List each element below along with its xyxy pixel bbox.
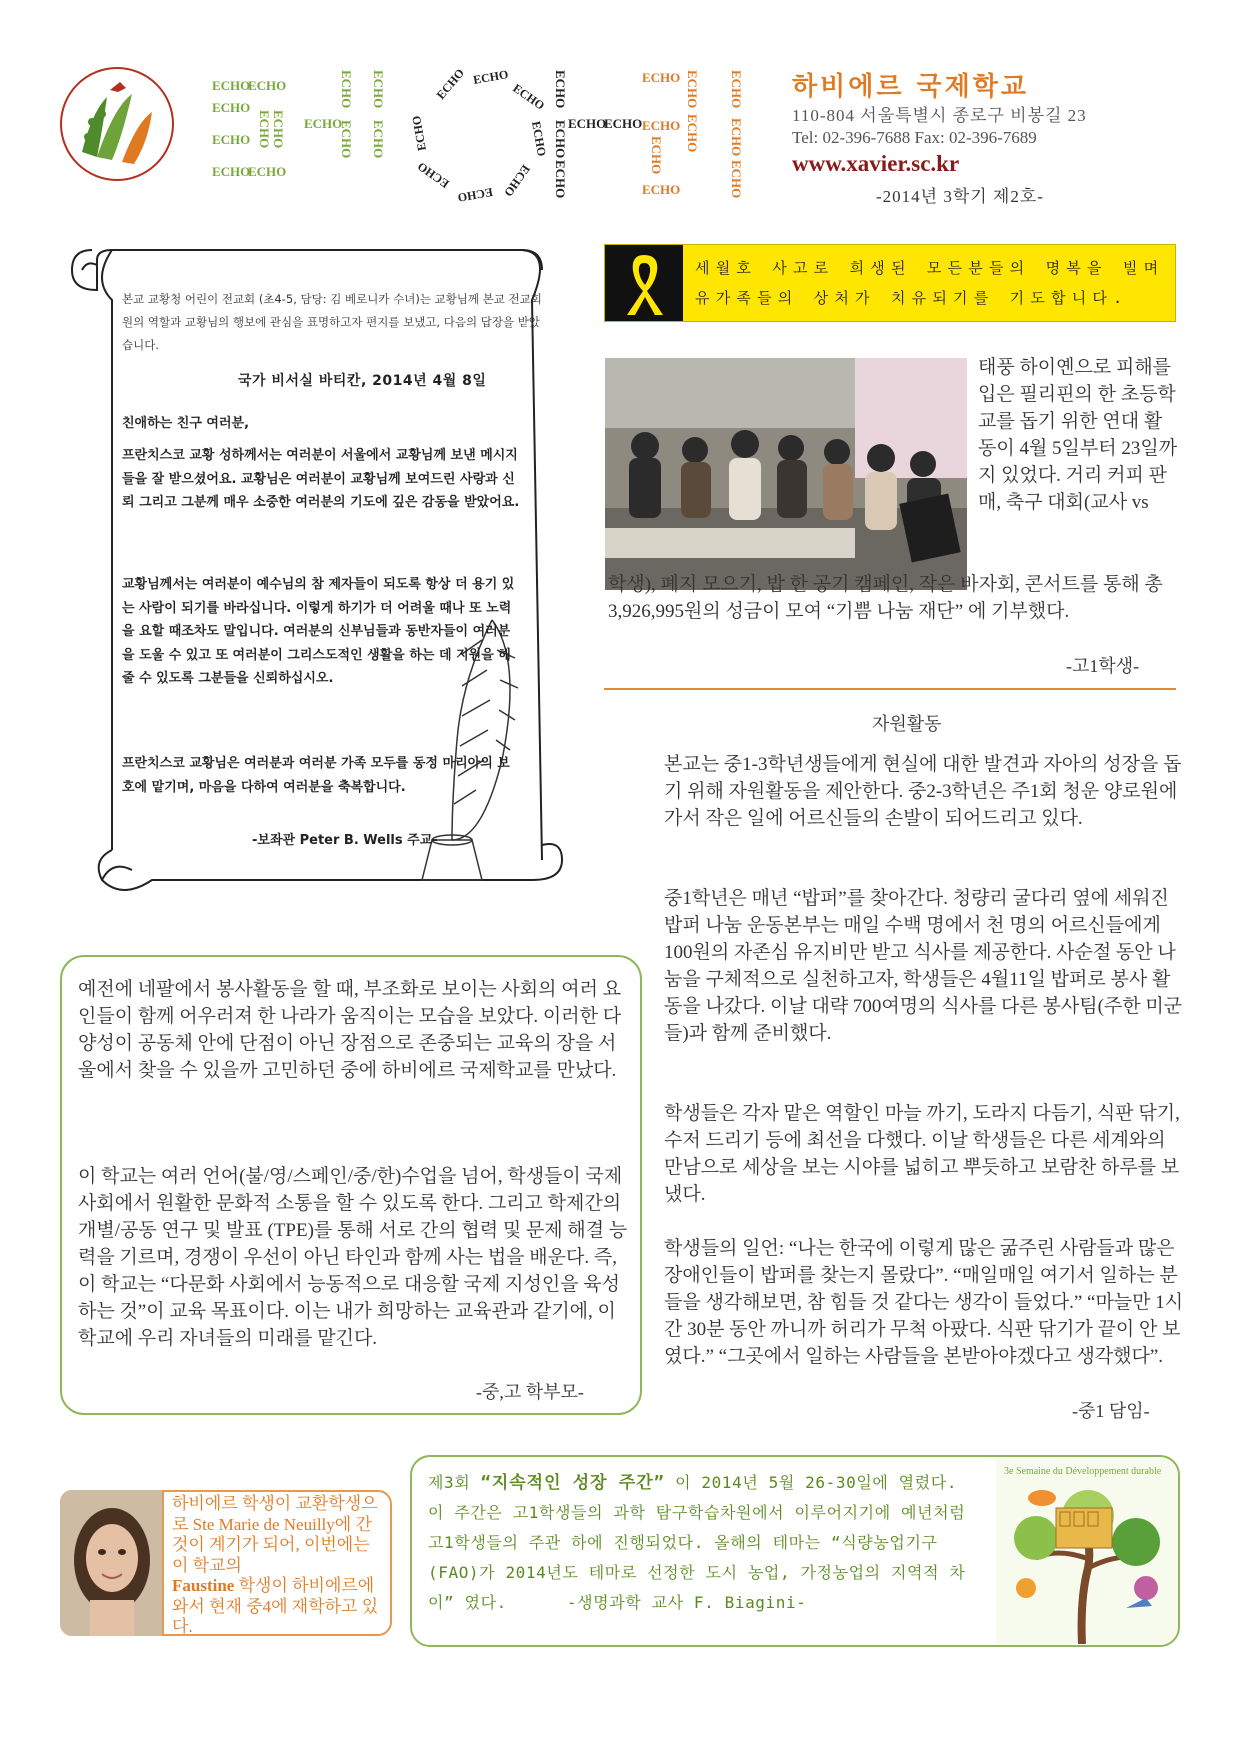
svg-text:ECHO: ECHO — [257, 110, 272, 149]
volunteer-title: 자원활동 — [872, 714, 942, 734]
poster-title: 3e Semaine du Développement durable — [1004, 1466, 1162, 1477]
svg-text:ECHO: ECHO — [729, 118, 744, 157]
svg-text:ECHO: ECHO — [685, 114, 700, 153]
svg-text:ECHO: ECHO — [248, 78, 287, 93]
yellow-ribbon-icon — [605, 245, 683, 321]
echo-block-d — [212, 78, 286, 179]
letter-greeting: 친애하는 친구 여러분, — [122, 416, 250, 431]
svg-text:ECHO: ECHO — [472, 67, 510, 87]
school-phone: Tel: 02-396-7688 Fax: 02-396-7689 — [792, 128, 1037, 147]
sustainable-week-signature: -생명과학 교사 F. Biagini- — [566, 1593, 807, 1612]
svg-text:ECHO: ECHO — [248, 164, 287, 179]
sustainable-week-poster — [996, 1458, 1178, 1644]
students-fundraiser-photo — [605, 358, 967, 590]
parent-paragraph: 이 학교는 여러 언어(불/영/스페인/중/한)수업을 넘어, 학생들이 국제 사회에서 원활한 문화적 소통을 할 수 있도록 한다. 그리고 학제간의 개별/공동 연구 및 발표 (TPE)를 통해 서로 간의 협력 및 문제 해결 능력을 기르며, 경쟁이 우선이 아닌 타인과 함께 사는 법을 배운다. 즉, 이 학교는 “다문화 사회에서 능동적으로 대응할 국제 지성인을 육성하는 것”이 교육 목표이다. 이는 내가 희망하는 교육관과 같기에, 이 학교에 우리 자녀들의 미래를 맡긴다. — [78, 1166, 628, 1349]
typhoon-story-signature: -고1학생- — [1066, 656, 1140, 676]
svg-text:ECHO: ECHO — [433, 65, 468, 102]
svg-text:ECHO: ECHO — [529, 120, 549, 158]
volunteer-signature: -중1 담임- — [1072, 1401, 1150, 1421]
svg-text:ECHO: ECHO — [212, 78, 251, 93]
letter-signature: -보좌관 Peter B. Wells 주교- — [252, 833, 438, 848]
school-address: 110-804 서울특별시 종로구 비봉길 23 — [792, 106, 1087, 125]
letter-dateline: 국가 비서실 바티칸, 2014년 4월 8일 — [238, 373, 487, 389]
svg-text:ECHO: ECHO — [510, 80, 548, 113]
svg-text:ECHO: ECHO — [409, 114, 429, 152]
letter-paragraph: 교황님께서는 여러분이 예수님의 참 제자들이 되도록 항상 더 용기 있는 사람이 되기를 바라십니다. 이렇게 하기가 더 어려울 때나 또 노력을 요할 때조차도 말입니다. 여러분의 신부님들과 동반자들이 여러분을 도울 수 있고 또 여러분이 그리스도적인 생활을 하는 데 지원을 해 줄 수 있도록 그분들을 신뢰하십시오. — [122, 577, 515, 686]
letter-intro: 본교 교황청 어린이 전교회 (초4-5, 담당: 김 베로니카 수녀)는 교황님께 본교 전교회원의 역할과 교황님의 행보에 관심을 표명하고자 편지를 보냈고, 다음의 답장을 받았습니다. — [122, 292, 542, 352]
svg-text:ECHO: ECHO — [304, 116, 343, 131]
svg-text:ECHO: ECHO — [371, 70, 386, 109]
svg-text:ECHO: ECHO — [604, 116, 643, 131]
svg-text:ECHO: ECHO — [456, 185, 494, 205]
svg-text:ECHO: ECHO — [414, 159, 452, 192]
section-divider — [604, 688, 1176, 690]
sustainable-week-headline: “지속적인 성장 주간” — [480, 1473, 665, 1493]
svg-text:ECHO: ECHO — [212, 164, 251, 179]
svg-text:ECHO: ECHO — [553, 70, 568, 109]
volunteer-paragraph: 중1학년은 매년 “밥퍼”를 찾아간다. 청량리 굴다리 옆에 세워진 밥퍼 나눔 운동본부는 매일 수백 명에서 천 명의 어르신들에게 100원의 자존심 유지비만 받고 식사를 제공한다. 사순절 동안 나눔을 구체적으로 실천하고자, 학생들은 4월11일 밥퍼로 봉사 활동을 나갔다. 이날 대략 700여명의 식사를 다른 봉사팀(주한 미군들)과 함께 준비했다. — [664, 888, 1183, 1044]
volunteer-paragraph: 본교는 중1-3학년생들에게 현실에 대한 발견과 자아의 성장을 돕기 위해 자원활동을 제안한다. 중2-3학년은 주1회 청운 양로원에 가서 작은 일에 어르신들의 손발이 되어드리고 있다. — [664, 754, 1182, 829]
school-website-link[interactable]: www.xavier.sc.kr — [792, 151, 960, 176]
parent-signature: -중,고 학부모- — [476, 1382, 584, 1402]
svg-text:ECHO: ECHO — [339, 70, 354, 109]
sustainable-week-text: 제3회 “지속적인 성장 주간” 이 2014년 5월 26-30일에 열렸다. 이 주간은 고1학생들의 과학 탐구학습차원에서 이루어지기에 예년처럼 고1학생들의 주관 하에 진행되었다. 올해의 테마는 “식량농업기구(FAO)가 2014년도 테마로 선정한 도시 농업, 가정농업의 지역적 차이” 였다. -생명과학 교사 F. Biagini- — [428, 1468, 983, 1618]
typhoon-story-text: 태풍 하이옌으로 피해를 입은 필리핀의 한 초등학교를 돕기 위한 연대 활동이 4월 5일부터 23일까지 있었다. 거리 커피 판매, 축구 대회(교사 vs — [978, 357, 1178, 513]
letter-paragraph: 프란치스코 교황 성하께서는 여러분이 서울에서 교황님께 보낸 메시지들을 잘 받으셨어요. 교황님은 여러분이 교황님께 보여드린 사랑과 신뢰 그리고 그분께 매우 소중한 여러분의 기도에 깊은 감동을 받았어요. — [122, 448, 520, 510]
svg-text:ECHO: ECHO — [729, 160, 744, 199]
exchange-student-text: 하비에르 학생이 교환학생으로 Ste Marie de Neuilly에 간 것이 계기가 되어, 이번에는 이 학교의 Faustine 학생이 하비에르에 와서 현재 중4에 재학하고 있다. — [172, 1494, 379, 1636]
svg-text:ECHO: ECHO — [729, 70, 744, 109]
school-name: 하비에르 국제학교 — [792, 72, 1029, 102]
parent-paragraph: 예전에 네팔에서 봉사활동을 할 때, 부조화로 보이는 사회의 여러 요인들이 함께 어우러져 한 나라가 움직이는 모습을 보았다. 이러한 다양성이 공동체 안에 단점이 아닌 장점으로 존중되는 교육의 장을 서울에서 찾을 수 있을까 고민하던 중에 하비에르 국제학교를 만났다. — [78, 979, 622, 1081]
svg-text:ECHO: ECHO — [685, 70, 700, 109]
memorial-text: 세월호 사고로 희생된 모든분들의 명복을 빌며 유가족들의 상처가 치유되기를 기도합니다. — [695, 259, 1165, 307]
letter-paragraph: 프란치스코 교황님은 여러분과 여러분 가족 모두를 동정 마리아의 보호에 맡기며, 마음을 다하여 여러분을 축복합니다. — [122, 756, 510, 795]
svg-text:ECHO: ECHO — [642, 118, 681, 133]
ribbon-panel — [605, 245, 683, 321]
student-name: Faustine — [172, 1576, 235, 1595]
exchange-student-photo — [60, 1490, 164, 1636]
issue-info: -2014년 3학기 제2호- — [876, 187, 1044, 206]
svg-text:ECHO: ECHO — [212, 100, 251, 115]
echo-title-art — [212, 60, 772, 210]
tree-illustration — [996, 1458, 1178, 1644]
volunteer-paragraph: 학생들은 각자 맡은 역할인 마늘 까기, 도라지 다듬기, 식판 닦기, 수저 드리기 등에 최선을 다했다. 이날 학생들은 다른 세계와의 만남으로 세상을 보는 시야를 넓히고 뿌듯하고 보람찬 하루를 보냈다. — [664, 1103, 1180, 1205]
school-logo — [52, 52, 182, 192]
memorial-banner — [604, 244, 1176, 322]
svg-text:ECHO: ECHO — [642, 70, 681, 85]
volunteer-paragraph: 학생들의 일언: “나는 한국에 이렇게 많은 굶주린 사람들과 많은 장애인들이 밥퍼를 찾는지 몰랐다”. “매일매일 여기서 일하는 분들을 생각해보면, 참 힘들 것 같다는 생각이 들었다.” “마늘만 1시간 30분 동안 까니까 허리가 무척 아팠다. 식판 닦기가 끝이 안 보였다.” “그곳에서 일하는 사람들을 본받아야겠다고 생각했다”. — [664, 1238, 1184, 1367]
svg-text:ECHO: ECHO — [553, 160, 568, 199]
svg-text:ECHO: ECHO — [642, 182, 681, 197]
svg-text:ECHO: ECHO — [501, 162, 534, 200]
svg-text:ECHO: ECHO — [371, 120, 386, 159]
svg-text:ECHO: ECHO — [271, 110, 286, 149]
typhoon-story-text-bottom: 학생), 폐지 모으기, 밥 한 공기 캠페인, 작은 바자회, 콘서트를 통해 총 3,926,995원의 성금이 모여 “기쁨 나눔 재단” 에 기부했다. — [608, 574, 1163, 622]
svg-text:ECHO: ECHO — [568, 116, 607, 131]
svg-text:ECHO: ECHO — [553, 120, 568, 159]
svg-text:ECHO: ECHO — [339, 120, 354, 159]
svg-text:ECHO: ECHO — [212, 132, 251, 147]
svg-text:ECHO: ECHO — [649, 136, 664, 175]
